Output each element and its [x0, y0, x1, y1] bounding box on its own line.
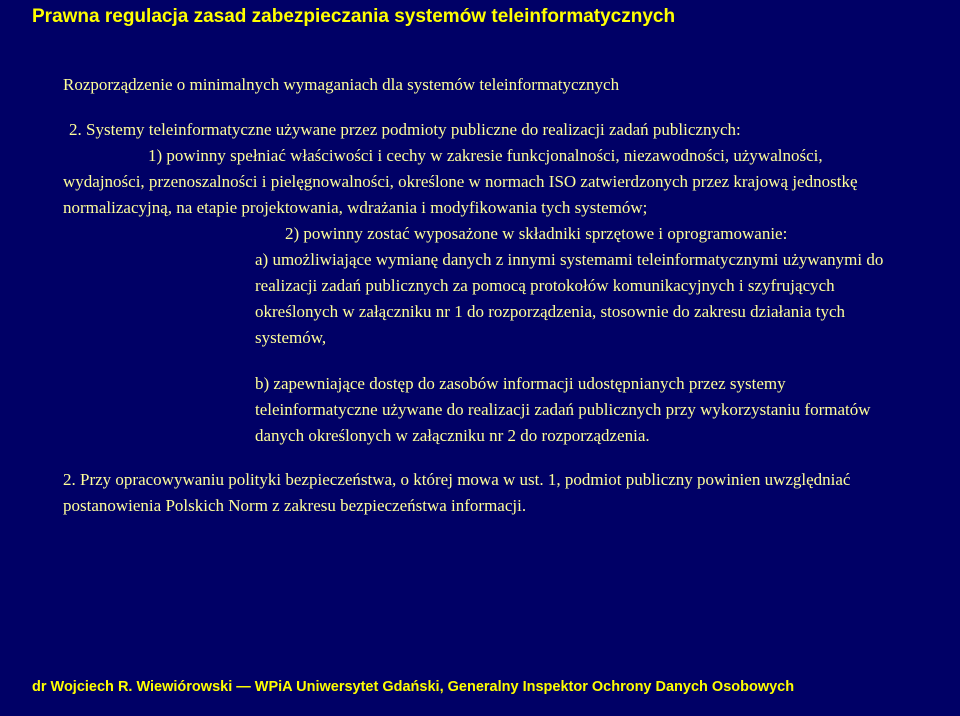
regulation-subtitle: Rozporządzenie o minimalnych wymaganiach dla systemów teleinformatycznych [63, 75, 620, 94]
point-2-policy: 2. Przy opracowywaniu polityki bezpieczeństwa, o której mowa w ust. 1, podmiot publiczny powinien uwzględniać postanowienia Polskich Norm z zakresu bezpieczeństwa informacji. [63, 470, 851, 515]
item-1: 1) powinny spełniać właściwości i cechy w zakresie funkcjonalności, niezawodności, używalności, wydajności, przenoszalności i pielęgnowalności, określone w normach ISO zatwierdzonych przez krajową jednostkę normalizacyjną, na etapie projektowania, wdrażania i modyfikowania tych systemów; [63, 146, 858, 217]
slide-body [63, 72, 893, 519]
slide-title: Prawna regulacja zasad zabezpieczania systemów teleinformatycznych [32, 6, 676, 27]
item-2a: a) umożliwiające wymianę danych z innymi systemami teleinformatycznymi używanymi do realizacji zadań publicznych za pomocą protokołów komunikacyjnych i szyfrujących określonych w załączniku nr 1 do rozporządzenia, stosownie do zakresu działania tych systemów, [255, 250, 884, 347]
item-2b: b) zapewniające dostęp do zasobów informacji udostępnianych przez systemy teleinformatyczne używane do realizacji zadań publicznych przy wykorzystaniu formatów danych określonych w załączniku nr 2 do rozporządzenia. [255, 374, 871, 445]
slide-footer: dr Wojciech R. Wiewiórowski — WPiA Uniwersytet Gdański, Generalny Inspektor Ochrony Danych Osobowych [32, 679, 795, 695]
point-2-intro: 2. Systemy teleinformatyczne używane przez podmioty publiczne do realizacji zadań publicznych: [69, 120, 741, 139]
item-2: 2) powinny zostać wyposażone w składniki sprzętowe i oprogramowanie: [285, 224, 788, 243]
